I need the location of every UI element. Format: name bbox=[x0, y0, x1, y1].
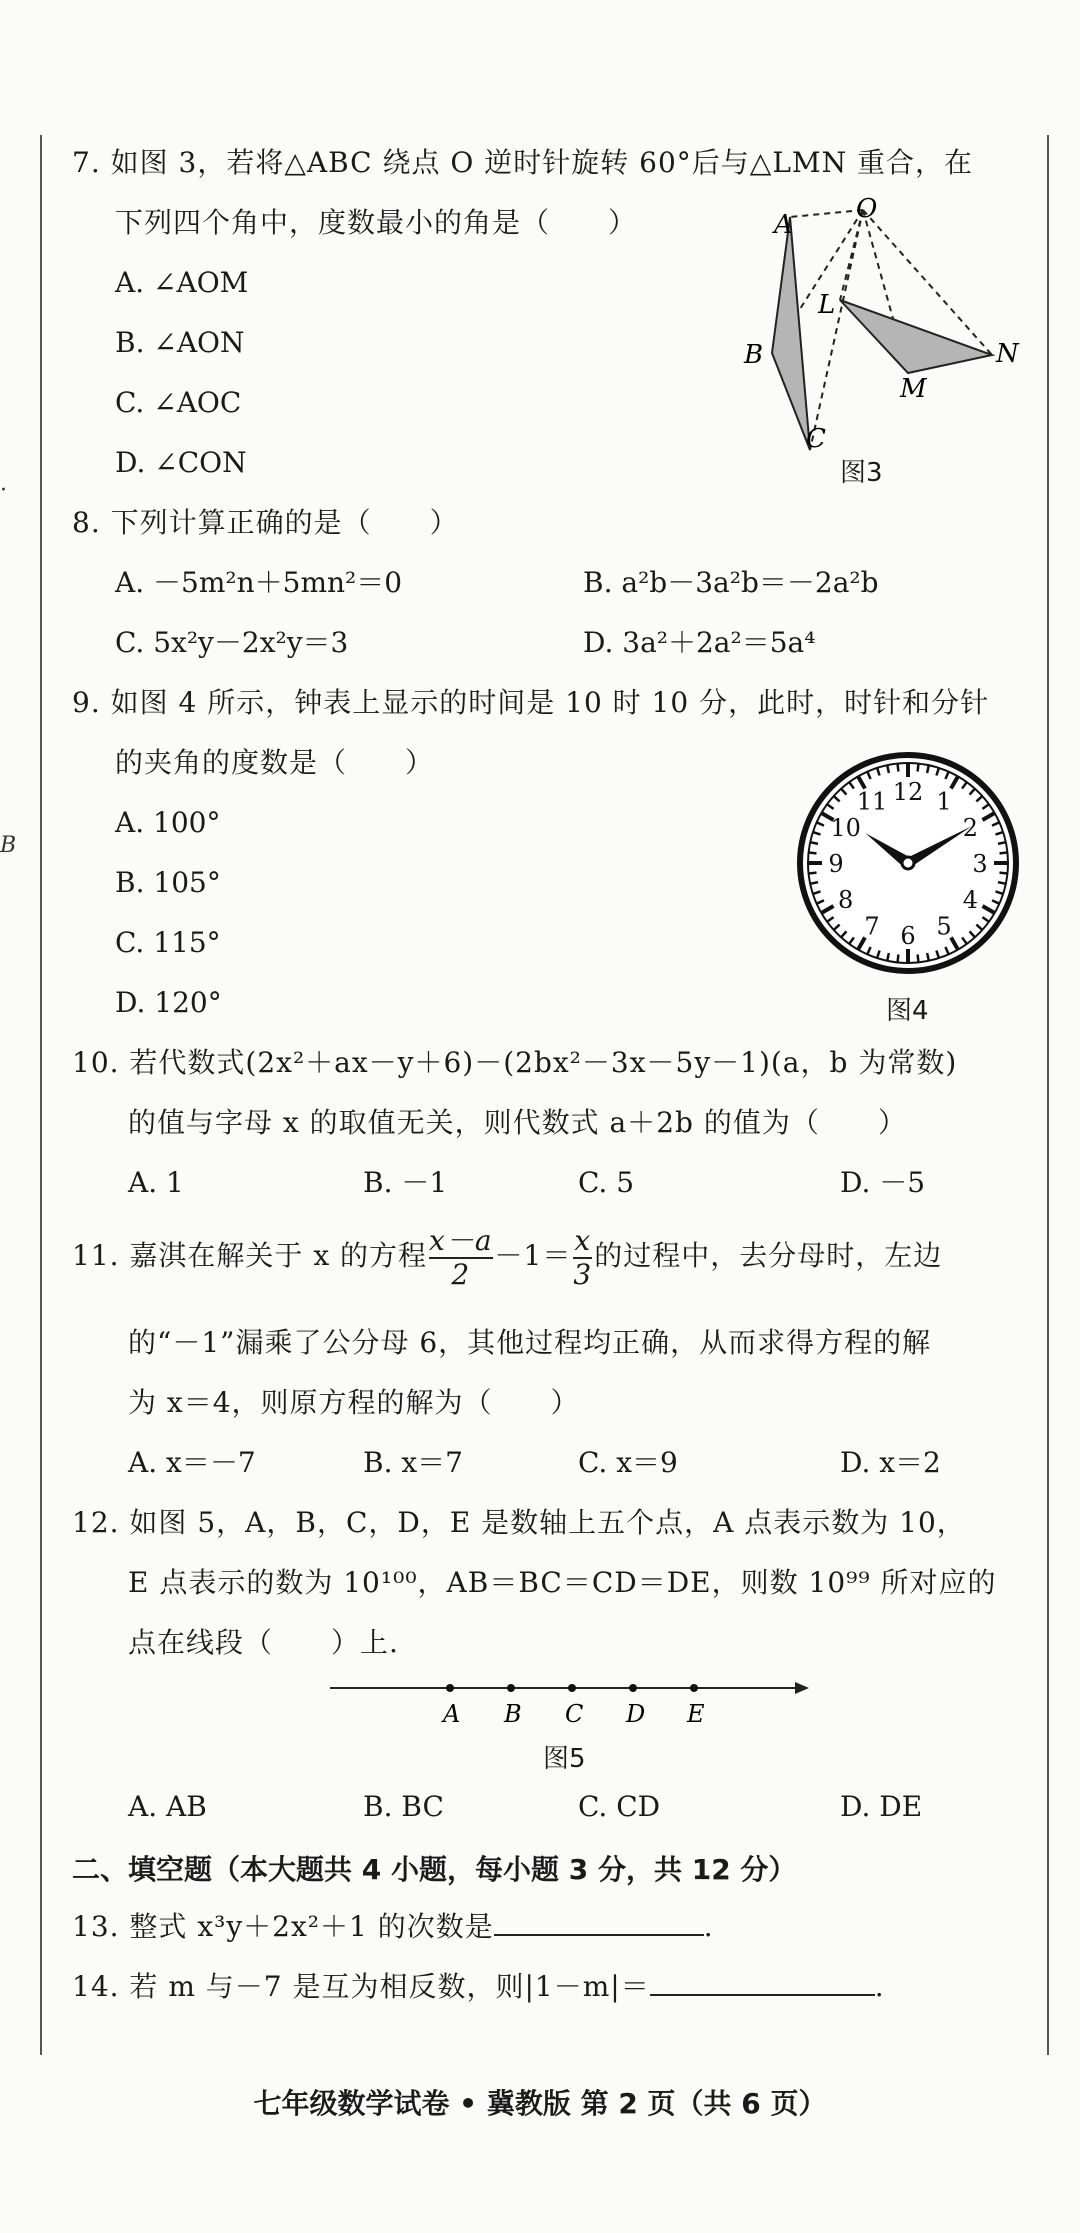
point-b-dot bbox=[507, 1684, 515, 1692]
clock-minor-tick bbox=[809, 853, 817, 854]
q7-option-a: A. ∠AOM bbox=[115, 266, 249, 299]
q11-text-pre: 11. 嘉淇在解关于 x 的方程 bbox=[72, 1239, 428, 1272]
clock-figure-4 bbox=[793, 748, 1023, 978]
q11-frac1-numerator: x－a bbox=[429, 1223, 493, 1257]
clock-minor-tick bbox=[810, 882, 818, 884]
point-a-label: A bbox=[443, 1700, 461, 1728]
q11-frac1-denominator: 2 bbox=[451, 1257, 471, 1291]
clock-minor-tick bbox=[918, 954, 919, 962]
clock-minor-tick bbox=[918, 764, 919, 772]
clock-minor-tick bbox=[898, 764, 899, 772]
q11-fraction-1 bbox=[429, 1223, 493, 1291]
q9-option-a: A. 100° bbox=[115, 806, 221, 839]
q11-option-a: A. x＝－7 bbox=[128, 1446, 256, 1479]
point-c-dot bbox=[568, 1684, 576, 1692]
figure-4-caption: 图4 bbox=[886, 996, 929, 1026]
q12-option-c: C. CD bbox=[578, 1790, 661, 1823]
q8-option-b: B. a²b－3a²b＝－2a²b bbox=[583, 566, 879, 599]
q8-line1: 8. 下列计算正确的是（ ） bbox=[72, 506, 459, 539]
point-c-label: C bbox=[565, 1700, 584, 1728]
q11-line1 bbox=[72, 1223, 943, 1291]
q7-line1: 7. 如图 3，若将△ABC 绕点 O 逆时针旋转 60°后与△LMN 重合，在 bbox=[72, 146, 973, 179]
dash-oc bbox=[810, 210, 863, 450]
clock-number: 11 bbox=[856, 787, 888, 816]
clock-center-pin bbox=[902, 857, 914, 869]
q11-text-mid: －1＝ bbox=[494, 1239, 572, 1272]
q13-text: 13. 整式 x³y＋2x²＋1 的次数是 bbox=[72, 1910, 494, 1943]
point-e-label: E bbox=[687, 1700, 705, 1728]
q14-end: . bbox=[874, 1970, 885, 2003]
clock-number: 12 bbox=[892, 778, 924, 806]
page-footer: 七年级数学试卷 • 冀教版 第 2 页（共 6 页） bbox=[253, 2087, 827, 2120]
q7-option-d: D. ∠CON bbox=[115, 446, 247, 479]
point-b-label: B bbox=[504, 1700, 522, 1728]
q11-line3: 为 x＝4，则原方程的解为（ ） bbox=[128, 1386, 580, 1419]
clock-number: 9 bbox=[828, 850, 844, 878]
q11-option-d: D. x＝2 bbox=[840, 1446, 941, 1479]
q10-option-d: D. －5 bbox=[840, 1166, 926, 1199]
q10-line1: 10. 若代数式(2x²＋ax－y＋6)－(2bx²－3x－5y－1)(a，b 为常数) bbox=[72, 1046, 958, 1079]
q11-line2: 的“－1”漏乘了公分母 6，其他过程均正确，从而求得方程的解 bbox=[128, 1326, 932, 1359]
label-c: C bbox=[806, 424, 826, 454]
clock-number: 4 bbox=[962, 886, 978, 914]
left-border-line bbox=[40, 135, 42, 2055]
clock-minor-tick bbox=[809, 873, 817, 874]
margin-mark: B bbox=[0, 833, 17, 858]
q9-option-d: D. 120° bbox=[115, 986, 222, 1019]
q7-option-c: C. ∠AOC bbox=[115, 386, 242, 419]
label-a: A bbox=[774, 210, 793, 240]
q12-line2: E 点表示的数为 10¹⁰⁰，AB＝BC＝CD＝DE，则数 10⁹⁹ 所对应的 bbox=[128, 1566, 997, 1599]
q12-option-a: A. AB bbox=[128, 1790, 207, 1823]
clock-minor-tick bbox=[887, 953, 889, 961]
clock-minor-tick bbox=[810, 842, 818, 844]
q14-text: 14. 若 m 与－7 是互为相反数，则|1－m|＝ bbox=[72, 1970, 650, 2003]
clock-minor-tick bbox=[927, 953, 929, 961]
right-border-line bbox=[1047, 135, 1049, 2055]
q9-option-c: C. 115° bbox=[115, 926, 221, 959]
figure-5-caption: 图5 bbox=[543, 1744, 586, 1774]
q13-end: . bbox=[703, 1910, 714, 1943]
figure-3 bbox=[730, 195, 1030, 455]
clock-minor-tick bbox=[927, 765, 929, 773]
clock-minor-tick bbox=[887, 765, 889, 773]
q10-option-b: B. －1 bbox=[363, 1166, 448, 1199]
q7-option-b: B. ∠AON bbox=[115, 326, 245, 359]
triangle-lmn bbox=[840, 300, 992, 373]
number-line-figure-5 bbox=[325, 1672, 815, 1732]
q11-option-c: C. x＝9 bbox=[578, 1446, 678, 1479]
q11-frac2-denominator: 3 bbox=[573, 1257, 593, 1291]
q14-answer-blank[interactable] bbox=[650, 1968, 875, 1996]
margin-mark: · bbox=[0, 478, 7, 503]
label-o: O bbox=[856, 195, 878, 224]
clock-number: 3 bbox=[972, 850, 988, 878]
q13-answer-blank[interactable] bbox=[494, 1908, 704, 1936]
q9-line2: 的夹角的度数是（ ） bbox=[115, 746, 435, 779]
clock-number: 1 bbox=[936, 787, 952, 816]
q12-line3: 点在线段（ ）上. bbox=[128, 1626, 399, 1659]
label-m: M bbox=[900, 374, 927, 404]
q10-option-c: C. 5 bbox=[578, 1166, 635, 1199]
q10-line2: 的值与字母 x 的取值无关，则代数式 a＋2b 的值为（ ） bbox=[128, 1106, 907, 1139]
q12-option-d: D. DE bbox=[840, 1790, 923, 1823]
clock-number: 5 bbox=[936, 912, 952, 941]
point-e-dot bbox=[690, 1684, 698, 1692]
clock-number: 10 bbox=[830, 814, 861, 842]
point-a-dot bbox=[446, 1684, 454, 1692]
figure-3-caption: 图3 bbox=[840, 458, 883, 488]
clock-number: 8 bbox=[838, 886, 854, 914]
q8-option-c: C. 5x²y－2x²y＝3 bbox=[115, 626, 349, 659]
number-line-arrow bbox=[795, 1682, 809, 1694]
q11-fraction-2 bbox=[573, 1223, 593, 1291]
dash-oa bbox=[790, 210, 863, 217]
clock-number: 7 bbox=[864, 912, 880, 941]
q7-line2: 下列四个角中，度数最小的角是（ ） bbox=[115, 206, 638, 239]
q9-option-b: B. 105° bbox=[115, 866, 221, 899]
label-b: B bbox=[744, 340, 764, 370]
clock-minor-tick bbox=[998, 882, 1006, 884]
point-d-label: D bbox=[626, 1700, 646, 1728]
q11-text-post: 的过程中，去分母时，左边 bbox=[594, 1239, 943, 1272]
clock-minor-tick bbox=[999, 873, 1007, 874]
clock-minor-tick bbox=[998, 842, 1006, 844]
q12-option-b: B. BC bbox=[363, 1790, 444, 1823]
point-d-dot bbox=[629, 1684, 637, 1692]
q8-option-a: A. －5m²n＋5mn²＝0 bbox=[115, 566, 403, 599]
label-n: N bbox=[996, 339, 1019, 369]
q11-frac2-numerator: x bbox=[574, 1223, 592, 1257]
q14-line bbox=[72, 1968, 885, 2004]
q11-option-b: B. x＝7 bbox=[363, 1446, 463, 1479]
clock-number: 2 bbox=[962, 814, 978, 842]
q9-line1: 9. 如图 4 所示，钟表上显示的时间是 10 时 10 分，此时，时针和分针 bbox=[72, 686, 990, 719]
label-l: L bbox=[818, 290, 836, 320]
q12-line1: 12. 如图 5，A，B，C，D，E 是数轴上五个点，A 点表示数为 10， bbox=[72, 1506, 966, 1539]
clock-number: 6 bbox=[900, 922, 916, 950]
clock-minor-tick bbox=[999, 853, 1007, 854]
q10-option-a: A. 1 bbox=[128, 1166, 184, 1199]
q13-line bbox=[72, 1908, 714, 1944]
triangle-abc bbox=[772, 217, 810, 450]
clock-minor-tick bbox=[898, 954, 899, 962]
section-2-heading: 二、填空题（本大题共 4 小题，每小题 3 分，共 12 分） bbox=[72, 1853, 797, 1886]
q8-option-d: D. 3a²＋2a²＝5a⁴ bbox=[583, 626, 816, 659]
